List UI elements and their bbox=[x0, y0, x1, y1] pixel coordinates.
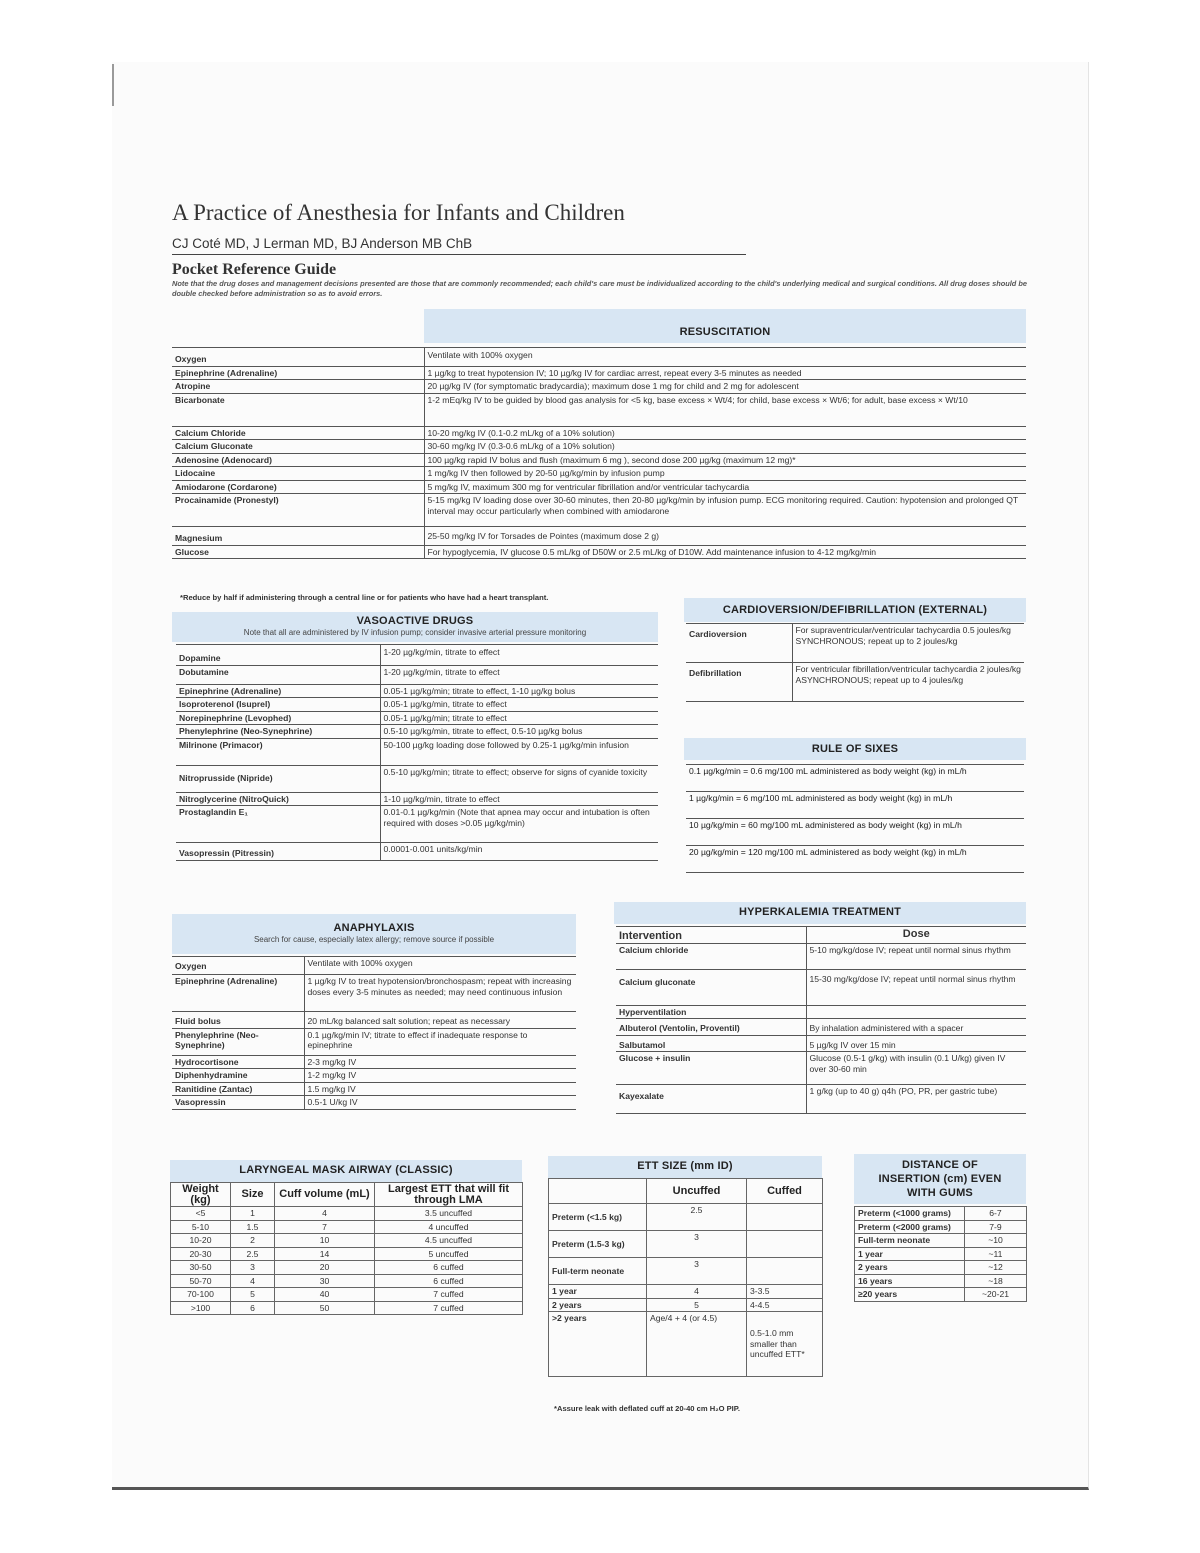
table-row bbox=[172, 1012, 576, 1029]
largest-ett-cell: 3.5 uncuffed bbox=[375, 1207, 523, 1221]
size-cell: 6 bbox=[231, 1301, 275, 1315]
drug-name: Diphenhydramine bbox=[172, 1069, 304, 1083]
age-cell: 1 year bbox=[855, 1247, 965, 1261]
column-header-size: Size bbox=[231, 1183, 275, 1207]
uncuffed-cell: Age/4 + 4 (or 4.5) bbox=[647, 1312, 747, 1377]
intervention-name: Calcium gluconate bbox=[616, 969, 806, 1005]
table-row bbox=[686, 624, 1024, 663]
drug-name: Calcium Gluconate bbox=[172, 440, 424, 454]
cuffed-cell bbox=[747, 1258, 823, 1285]
anaphylaxis-header bbox=[172, 914, 576, 954]
drug-name: Bicarbonate bbox=[172, 393, 424, 426]
table-row bbox=[616, 1035, 1026, 1052]
drug-name: Phenylephrine (Neo-Synephrine) bbox=[172, 1028, 304, 1055]
resuscitation-title: RESUSCITATION bbox=[679, 326, 771, 338]
table-row bbox=[171, 1234, 523, 1248]
resuscitation-table bbox=[172, 347, 1026, 559]
intervention-name: Calcium chloride bbox=[616, 943, 806, 969]
age-cell: Preterm (<1.5 kg) bbox=[549, 1204, 647, 1231]
drug-dose: 1 µg/kg to treat hypotension IV; 10 µg/kg IV for cardiac arrest, repeat every 3-5 minutes as needed bbox=[424, 366, 1026, 380]
intervention-name: Albuterol (Ventolin, Proventil) bbox=[616, 1019, 806, 1036]
hyperkalemia-title: HYPERKALEMIA TREATMENT bbox=[738, 906, 902, 918]
column-header-weight: Weight (kg) bbox=[171, 1183, 231, 1207]
table-row bbox=[172, 1069, 576, 1083]
age-cell: Preterm (<2000 grams) bbox=[855, 1220, 965, 1234]
table-row bbox=[616, 1052, 1026, 1085]
age-cell: Full-term neonate bbox=[855, 1234, 965, 1248]
table-row bbox=[686, 792, 1024, 819]
table-row bbox=[172, 1082, 576, 1096]
table-row bbox=[176, 684, 658, 698]
divider bbox=[172, 254, 746, 255]
rule-text: 10 µg/kg/min = 60 mg/100 mL administered as body weight (kg) in mL/h bbox=[686, 819, 1024, 846]
drug-name: Epinephrine (Adrenaline) bbox=[172, 366, 424, 380]
table-row bbox=[172, 957, 576, 975]
intervention-dose: By inhalation administered with a spacer bbox=[806, 1019, 1026, 1036]
table-row bbox=[549, 1231, 823, 1258]
intervention-name: Glucose + insulin bbox=[616, 1052, 806, 1085]
table-row bbox=[549, 1298, 823, 1312]
table-row bbox=[171, 1220, 523, 1234]
rule-of-sixes-header bbox=[684, 738, 1026, 760]
table-row bbox=[176, 711, 658, 725]
authors: CJ Coté MD, J Lerman MD, BJ Anderson MB ChB bbox=[172, 236, 473, 251]
distance-cell: 7-9 bbox=[965, 1220, 1027, 1234]
intervention-dose: 5 µg/kg IV over 15 min bbox=[806, 1035, 1026, 1052]
uncuffed-cell: 2.5 bbox=[647, 1204, 747, 1231]
weight-cell: 30-50 bbox=[171, 1261, 231, 1275]
hyperkalemia-header bbox=[614, 902, 1026, 924]
procedure-energy: For ventricular fibrillation/ventricular tachycardia 2 joules/kg ASYNCHRONOUS; repeat up to 4 joules/kg bbox=[792, 663, 1024, 702]
distance-cell: ~10 bbox=[965, 1234, 1027, 1248]
largest-ett-cell: 6 cuffed bbox=[375, 1261, 523, 1275]
column-header-dose: Dose bbox=[806, 927, 1026, 944]
table-row bbox=[176, 698, 658, 712]
procedure-name: Defibrillation bbox=[686, 663, 792, 702]
drug-dose: 0.5-10 µg/kg/min; titrate to effect; observe for signs of cyanide toxicity bbox=[380, 765, 658, 792]
table-row bbox=[176, 725, 658, 739]
table-row bbox=[176, 843, 658, 861]
distance-cell: ~20-21 bbox=[965, 1288, 1027, 1302]
table-row bbox=[172, 480, 1026, 494]
table-row bbox=[172, 527, 1026, 546]
table-row bbox=[172, 1028, 576, 1055]
intervention-name: Salbutamol bbox=[616, 1035, 806, 1052]
insertion-title: DISTANCE OF INSERTION (cm) EVEN WITH GUMS bbox=[878, 1159, 1002, 1199]
age-cell: Full-term neonate bbox=[549, 1258, 647, 1285]
drug-name: Dopamine bbox=[176, 645, 380, 666]
cuffed-cell bbox=[747, 1204, 823, 1231]
size-cell: 5 bbox=[231, 1288, 275, 1302]
drug-name: Epinephrine (Adrenaline) bbox=[176, 684, 380, 698]
drug-dose: 1 µg/kg IV to treat hypotension/bronchospasm; repeat with increasing doses every 3-5 minutes as needed; may need continuous infusion bbox=[304, 975, 576, 1012]
cuff-volume-cell: 20 bbox=[275, 1261, 375, 1275]
age-cell: ≥20 years bbox=[855, 1288, 965, 1302]
table-row bbox=[172, 440, 1026, 454]
vasoactive-subtitle: Note that all are administered by IV infusion pump; consider invasive arterial pressure monitoring bbox=[243, 628, 587, 637]
distance-cell: 6-7 bbox=[965, 1207, 1027, 1221]
column-header-largest-ett: Largest ETT that will fit through LMA bbox=[375, 1183, 523, 1207]
table-row bbox=[172, 545, 1026, 559]
table-row bbox=[686, 765, 1024, 792]
weight-cell: 20-30 bbox=[171, 1247, 231, 1261]
table-row bbox=[171, 1207, 523, 1221]
table-row bbox=[855, 1288, 1027, 1302]
drug-name: Fluid bolus bbox=[172, 1012, 304, 1029]
drug-name: Lidocaine bbox=[172, 467, 424, 481]
guide-subtitle: Pocket Reference Guide bbox=[172, 261, 337, 278]
table-header-row bbox=[616, 927, 1026, 944]
uncuffed-cell: 3 bbox=[647, 1258, 747, 1285]
drug-name: Oxygen bbox=[172, 957, 304, 975]
distance-cell: ~12 bbox=[965, 1261, 1027, 1275]
drug-name: Vasopressin (Pitressin) bbox=[176, 843, 380, 861]
resuscitation-header bbox=[424, 309, 1026, 343]
table-row bbox=[616, 943, 1026, 969]
size-cell: 1.5 bbox=[231, 1220, 275, 1234]
table-row bbox=[616, 969, 1026, 1005]
intervention-dose: 15-30 mg/kg/dose IV; repeat until normal sinus rhythm bbox=[806, 969, 1026, 1005]
drug-dose: 20 mL/kg balanced salt solution; repeat as necessary bbox=[304, 1012, 576, 1029]
weight-cell: >100 bbox=[171, 1301, 231, 1315]
size-cell: 4 bbox=[231, 1274, 275, 1288]
drug-dose: 0.05-1 µg/kg/min, titrate to effect bbox=[380, 698, 658, 712]
drug-name: Ranitidine (Zantac) bbox=[172, 1082, 304, 1096]
vasoactive-title: VASOACTIVE DRUGS bbox=[356, 615, 474, 627]
drug-name: Isoproterenol (Isuprel) bbox=[176, 698, 380, 712]
table-row bbox=[855, 1274, 1027, 1288]
cuff-volume-cell: 4 bbox=[275, 1207, 375, 1221]
table-row bbox=[855, 1207, 1027, 1221]
cuff-volume-cell: 50 bbox=[275, 1301, 375, 1315]
table-row bbox=[686, 846, 1024, 873]
cuffed-cell: 3-3.5 bbox=[747, 1285, 823, 1299]
column-header-cuffed: Cuffed bbox=[747, 1179, 823, 1204]
table-row bbox=[172, 975, 576, 1012]
cuffed-cell: 0.5-1.0 mm smaller than uncuffed ETT* bbox=[747, 1312, 823, 1377]
cuff-volume-cell: 14 bbox=[275, 1247, 375, 1261]
cuff-volume-cell: 7 bbox=[275, 1220, 375, 1234]
drug-name: Phenylephrine (Neo-Synephrine) bbox=[176, 725, 380, 739]
drug-dose: Ventilate with 100% oxygen bbox=[304, 957, 576, 975]
largest-ett-cell: 6 cuffed bbox=[375, 1274, 523, 1288]
resuscitation-footnote: *Reduce by half if administering through a central line or for patients who have had a heart transplant. bbox=[180, 593, 549, 602]
rule-text: 1 µg/kg/min = 6 mg/100 mL administered as body weight (kg) in mL/h bbox=[686, 792, 1024, 819]
table-row bbox=[855, 1220, 1027, 1234]
vasoactive-table bbox=[176, 644, 658, 861]
size-cell: 3 bbox=[231, 1261, 275, 1275]
uncuffed-cell: 5 bbox=[647, 1298, 747, 1312]
drug-dose: 5-15 mg/kg IV loading dose over 30-60 minutes, then 20-80 µg/kg/min by infusion pump. ECG monitoring required. Caution: hypotension and prolonged QT interval may occur particularly when combined with amiodarone bbox=[424, 494, 1026, 527]
drug-name: Glucose bbox=[172, 545, 424, 559]
lma-title: LARYNGEAL MASK AIRWAY (CLASSIC) bbox=[239, 1164, 453, 1176]
table-row bbox=[176, 738, 658, 765]
table-row bbox=[176, 765, 658, 792]
largest-ett-cell: 4.5 uncuffed bbox=[375, 1234, 523, 1248]
cardioversion-title: CARDIOVERSION/DEFIBRILLATION (EXTERNAL) bbox=[722, 604, 988, 616]
rule-text: 20 µg/kg/min = 120 mg/100 mL administered as body weight (kg) in mL/h bbox=[686, 846, 1024, 873]
table-header-row bbox=[171, 1183, 523, 1207]
table-row bbox=[176, 806, 658, 843]
document-title: A Practice of Anesthesia for Infants and Children bbox=[172, 200, 625, 225]
intervention-dose: Glucose (0.5-1 g/kg) with insulin (0.1 U/kg) given IV over 30-60 min bbox=[806, 1052, 1026, 1085]
anaphylaxis-title: ANAPHYLAXIS bbox=[333, 922, 415, 934]
table-row bbox=[172, 366, 1026, 380]
drug-name: Prostaglandin E₁ bbox=[176, 806, 380, 843]
table-row bbox=[686, 663, 1024, 702]
age-cell: 2 years bbox=[855, 1261, 965, 1275]
size-cell: 2 bbox=[231, 1234, 275, 1248]
table-row bbox=[549, 1285, 823, 1299]
distance-cell: ~11 bbox=[965, 1247, 1027, 1261]
intervention-dose: 1 g/kg (up to 40 g) q4h (PO, PR, per gastric tube) bbox=[806, 1085, 1026, 1114]
table-row bbox=[172, 426, 1026, 440]
table-row bbox=[172, 453, 1026, 467]
age-cell: >2 years bbox=[549, 1312, 647, 1377]
drug-dose: 1-2 mg/kg IV bbox=[304, 1069, 576, 1083]
drug-name: Nitroglycerine (NitroQuick) bbox=[176, 792, 380, 806]
weight-cell: 5-10 bbox=[171, 1220, 231, 1234]
drug-dose: 50-100 µg/kg loading dose followed by 0.25-1 µg/kg/min infusion bbox=[380, 738, 658, 765]
table-row bbox=[616, 1019, 1026, 1036]
rule-of-sixes-table bbox=[686, 764, 1024, 873]
table-row bbox=[176, 665, 658, 684]
lma-header bbox=[170, 1160, 522, 1182]
table-row bbox=[855, 1261, 1027, 1275]
drug-dose: 1-20 µg/kg/min, titrate to effect bbox=[380, 645, 658, 666]
drug-name: Norepinephrine (Levophed) bbox=[176, 711, 380, 725]
drug-dose: 1 mg/kg IV then followed by 20-50 µg/kg/min by infusion pump bbox=[424, 467, 1026, 481]
drug-dose: 1.5 mg/kg IV bbox=[304, 1082, 576, 1096]
drug-name: Atropine bbox=[172, 380, 424, 394]
age-cell: Preterm (1.5-3 kg) bbox=[549, 1231, 647, 1258]
uncuffed-cell: 4 bbox=[647, 1285, 747, 1299]
drug-name: Amiodarone (Cordarone) bbox=[172, 480, 424, 494]
drug-dose: 10-20 mg/kg IV (0.1-0.2 mL/kg of a 10% solution) bbox=[424, 426, 1026, 440]
drug-dose: 0.05-1 µg/kg/min; titrate to effect bbox=[380, 711, 658, 725]
paper-edge bbox=[112, 64, 114, 106]
drug-dose: 0.5-1 U/kg IV bbox=[304, 1096, 576, 1110]
table-row bbox=[172, 1055, 576, 1069]
age-cell: 1 year bbox=[549, 1285, 647, 1299]
drug-name: Dobutamine bbox=[176, 665, 380, 684]
drug-name: Epinephrine (Adrenaline) bbox=[172, 975, 304, 1012]
weight-cell: 10-20 bbox=[171, 1234, 231, 1248]
table-row bbox=[172, 467, 1026, 481]
drug-dose: 1-10 µg/kg/min, titrate to effect bbox=[380, 792, 658, 806]
cardioversion-header bbox=[684, 598, 1026, 622]
distance-cell: ~18 bbox=[965, 1274, 1027, 1288]
drug-name: Hydrocortisone bbox=[172, 1055, 304, 1069]
drug-dose: 0.5-10 µg/kg/min, titrate to effect, 0.5-10 µg/kg bolus bbox=[380, 725, 658, 739]
drug-dose: For hypoglycemia, IV glucose 0.5 mL/kg of D50W or 2.5 mL/kg of D10W. Add maintenance infusion to 4-12 mg/kg/min bbox=[424, 545, 1026, 559]
largest-ett-cell: 4 uncuffed bbox=[375, 1220, 523, 1234]
column-header-cuff-volume: Cuff volume (mL) bbox=[275, 1183, 375, 1207]
intervention-name: Hyperventilation bbox=[616, 1005, 806, 1019]
drug-name: Oxygen bbox=[172, 348, 424, 367]
table-row bbox=[172, 494, 1026, 527]
insertion-header bbox=[854, 1154, 1026, 1204]
drug-dose: 1-2 mEq/kg IV to be guided by blood gas analysis for <5 kg, base excess × Wt/4; for child, base excess × Wt/6; for adult, base excess × Wt/10 bbox=[424, 393, 1026, 426]
largest-ett-cell: 7 cuffed bbox=[375, 1301, 523, 1315]
drug-name: Milrinone (Primacor) bbox=[176, 738, 380, 765]
weight-cell: 50-70 bbox=[171, 1274, 231, 1288]
table-row bbox=[176, 645, 658, 666]
table-row bbox=[172, 393, 1026, 426]
drug-dose: 25-50 mg/kg IV for Torsades de Pointes (maximum dose 2 g) bbox=[424, 527, 1026, 546]
table-row bbox=[549, 1204, 823, 1231]
weight-cell: 70-100 bbox=[171, 1288, 231, 1302]
cuffed-cell: 4-4.5 bbox=[747, 1298, 823, 1312]
intervention-dose: 5-10 mg/kg/dose IV; repeat until normal sinus rhythm bbox=[806, 943, 1026, 969]
drug-dose: 0.1 µg/kg/min IV; titrate to effect if inadequate response to epinephrine bbox=[304, 1028, 576, 1055]
drug-dose: 1-20 µg/kg/min, titrate to effect bbox=[380, 665, 658, 684]
anaphylaxis-table bbox=[172, 956, 576, 1110]
drug-dose: 0.05-1 µg/kg/min; titrate to effect, 1-10 µg/kg bolus bbox=[380, 684, 658, 698]
drug-name: Procainamide (Pronestyl) bbox=[172, 494, 424, 527]
size-cell: 2.5 bbox=[231, 1247, 275, 1261]
drug-dose: Ventilate with 100% oxygen bbox=[424, 348, 1026, 367]
table-row bbox=[855, 1247, 1027, 1261]
table-row bbox=[172, 348, 1026, 367]
drug-name: Calcium Chloride bbox=[172, 426, 424, 440]
rule-of-sixes-title: RULE OF SIXES bbox=[811, 743, 899, 755]
hyperkalemia-table bbox=[616, 926, 1026, 1114]
size-cell: 1 bbox=[231, 1207, 275, 1221]
procedure-name: Cardioversion bbox=[686, 624, 792, 663]
age-cell: Preterm (<1000 grams) bbox=[855, 1207, 965, 1221]
vasoactive-header bbox=[172, 612, 658, 642]
table-row bbox=[616, 1085, 1026, 1114]
drug-name: Vasopressin bbox=[172, 1096, 304, 1110]
ett-footnote: *Assure leak with deflated cuff at 20-40 cm H₂O PIP. bbox=[554, 1404, 740, 1413]
table-row bbox=[176, 792, 658, 806]
drug-dose: 0.0001-0.001 units/kg/min bbox=[380, 843, 658, 861]
age-cell: 2 years bbox=[549, 1298, 647, 1312]
cuffed-cell bbox=[747, 1231, 823, 1258]
drug-dose: 30-60 mg/kg IV (0.3-0.6 mL/kg of a 10% solution) bbox=[424, 440, 1026, 454]
age-cell: 16 years bbox=[855, 1274, 965, 1288]
cuff-volume-cell: 40 bbox=[275, 1288, 375, 1302]
table-row bbox=[171, 1301, 523, 1315]
procedure-energy: For supraventricular/ventricular tachycardia 0.5 joules/kg SYNCHRONOUS; repeat up to 2 joules/kg bbox=[792, 624, 1024, 663]
drug-name: Nitroprusside (Nipride) bbox=[176, 765, 380, 792]
drug-name: Adenosine (Adenocard) bbox=[172, 453, 424, 467]
largest-ett-cell: 5 uncuffed bbox=[375, 1247, 523, 1261]
table-row bbox=[171, 1261, 523, 1275]
ett-table bbox=[548, 1178, 823, 1377]
table-row bbox=[171, 1247, 523, 1261]
table-row bbox=[686, 819, 1024, 846]
column-header-intervention: Intervention bbox=[616, 927, 806, 944]
rule-text: 0.1 µg/kg/min = 0.6 mg/100 mL administered as body weight (kg) in mL/h bbox=[686, 765, 1024, 792]
column-header-uncuffed: Uncuffed bbox=[647, 1179, 747, 1204]
cuff-volume-cell: 10 bbox=[275, 1234, 375, 1248]
drug-name: Magnesium bbox=[172, 527, 424, 546]
table-row bbox=[171, 1274, 523, 1288]
table-row bbox=[549, 1312, 823, 1377]
ett-header bbox=[548, 1156, 822, 1178]
table-row bbox=[616, 1005, 1026, 1019]
weight-cell: <5 bbox=[171, 1207, 231, 1221]
intervention-dose bbox=[806, 1005, 1026, 1019]
anaphylaxis-subtitle: Search for cause, especially latex allergy; remove source if possible bbox=[253, 935, 495, 944]
largest-ett-cell: 7 cuffed bbox=[375, 1288, 523, 1302]
insertion-table bbox=[854, 1206, 1027, 1302]
table-row bbox=[172, 1096, 576, 1110]
ett-title: ETT SIZE (mm ID) bbox=[637, 1160, 733, 1172]
lma-table bbox=[170, 1182, 523, 1315]
drug-dose: 0.01-0.1 µg/kg/min (Note that apnea may occur and intubation is often required with doses >0.05 µg/kg/min) bbox=[380, 806, 658, 843]
table-header-row bbox=[549, 1179, 823, 1204]
drug-dose: 20 µg/kg IV (for symptomatic bradycardia); maximum dose 1 mg for child and 2 mg for adolescent bbox=[424, 380, 1026, 394]
disclaimer-note: Note that the drug doses and management decisions presented are those that are commonly recommended; each child's care must be individualized according to the child's underlying medical and surgical conditions. All drug doses should be double checked before administration so as to avoid errors. bbox=[172, 279, 1027, 298]
drug-dose: 100 µg/kg rapid IV bolus and flush (maximum 6 mg ), second dose 200 µg/kg (maximum 12 mg)* bbox=[424, 453, 1026, 467]
table-row bbox=[171, 1288, 523, 1302]
table-row bbox=[855, 1234, 1027, 1248]
drug-dose: 2-3 mg/kg IV bbox=[304, 1055, 576, 1069]
column-header-age bbox=[549, 1179, 647, 1204]
cuff-volume-cell: 30 bbox=[275, 1274, 375, 1288]
uncuffed-cell: 3 bbox=[647, 1231, 747, 1258]
table-row bbox=[172, 380, 1026, 394]
table-row bbox=[549, 1258, 823, 1285]
intervention-name: Kayexalate bbox=[616, 1085, 806, 1114]
cardioversion-table bbox=[686, 623, 1024, 702]
drug-dose: 5 mg/kg IV, maximum 300 mg for ventricular fibrillation and/or ventricular tachycardia bbox=[424, 480, 1026, 494]
